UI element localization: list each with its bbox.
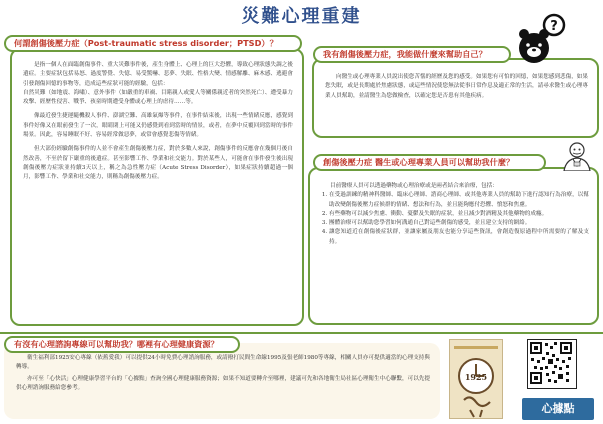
page-title: 災難心理重建	[241, 6, 362, 27]
right-bottom-intro: 目前醫療人員可以透過藥物或心理治療或是兩者結合來治療，包括：	[330, 183, 498, 189]
treatment-item: 3. 團體治療可以幫助您學習如何溝通自己對這些創傷的感受，並且建立支持的網絡。	[329, 219, 589, 228]
right-bottom-heading: 創傷後壓力症 醫生或心理專業人員可以幫助我什麼？	[313, 154, 546, 171]
svg-text:?: ?	[550, 19, 558, 34]
doctor-icon	[556, 141, 598, 171]
bottom-panel	[4, 343, 440, 419]
left-para-examples: 自然災難（如地震、海嘯）、意外事件（如嚴重的車禍、目睹親人或愛人等關係親近者的突然死亡）、遭受暴力攻擊、經歷性侵害、戰爭、孩童時期遭受身體或心理上的虐待……等。	[23, 89, 293, 106]
left-para-definition: 是指一個人在面臨創傷事件、重大災難事件後，產生身體上、心理上的巨大恐懼，導致心理狀態失調之後遺症。主要症狀包括易怒、過度警覺、失憶、易受驚嚇、悲夢、失眠、性格大變、情感解離、麻木感、逃避會引發創傷回憶的事物等，造成這些症狀可能的經驗，包括：	[23, 62, 293, 87]
left-para-acute-stress: 但大部份經驗創傷事件的人並不會產生創傷後壓力症，對於多數人來說，創傷事件的反應會在幾個月後自然改善，不至於留下嚴重的後遺症。甚至影響工作、學業和社交能力。對於某些人，可能會在事件發生後出現創傷後壓力症狀並持續3天以上，稱之為急性壓力症（Acute Stress Disorder），如果症狀持續超過一個月，影響工作、學業和社交能力，則稱為創傷後壓力症。	[23, 146, 293, 181]
qr-code-icon	[528, 340, 574, 386]
section-divider	[0, 332, 603, 334]
right-top-panel	[312, 58, 599, 138]
treatment-item: 2. 有些藥物可以減少焦慮、衝動、憂鬱及失眠的症狀，並且減少對酒精及其他藥物的成癮。	[329, 210, 589, 219]
treatment-item: 1. 在受過訓練的精神科醫師、臨床心理師、諮商心理師、或其他專業人員的幫助下進行認知行為治療，以幫助改變創傷後壓力症候群的情緒、想法和行為，並且能夠應付恐懼、憤怒和焦慮。	[329, 191, 589, 210]
bottom-heading: 有沒有心理諮詢專線可以幫助我？哪裡有心理健康資源？	[4, 336, 240, 353]
qr-label[interactable]: 心據點	[522, 398, 594, 420]
treatment-list	[319, 191, 589, 247]
right-top-heading: 我有創傷後壓力症，我能做什麼來幫助自己？	[313, 46, 511, 63]
qr-code[interactable]	[527, 339, 577, 389]
right-top-para: 向醫生或心理專業人員說出使您苦惱的經歷及您的感受。如果您有可怕的回憶，如果您感到悲傷，如果您失眠，或是長期處於焦慮狀態，或這些情況使您無法從事日常作息及適正常的生活，請尋求醫生或心理專業人員幫助，並請醫生為您做檢查，以確定您是否患有其他疾病。	[325, 74, 588, 99]
hotline-poster	[449, 339, 503, 419]
treatment-item: 4. 讓您知道近在創傷後症狀群，並讓家屬及朋友也能分享這些資訊，會創造復原過程中所需要的了解及支持。	[329, 228, 589, 247]
bottom-para-resources: 亦可至「心快活」心理健康學習平台的「心據點」查詢全國心理健康服務資源；如果不知道要轉介至哪裡，建議可先和各地衛生局社區心理衛生中心聯繫，可以先提供心理諮詢服務給您參考。	[16, 375, 430, 391]
bottom-para-hotline: 衛生福利部1925安心專線（依舊愛我）可以提供24小時免費心理諮詢服務，或請撥打民間生命線1995及張老師1980等專線，相關人員亦可提供適當的心理支持與轉導。	[16, 355, 430, 371]
left-panel	[10, 48, 304, 326]
left-para-recent-events: 像最近發生捷運隨機殺人事件、澎湖空難、高雄氣爆等事件，在事件結束後，出現一些情緒反應，感覺到事件好像又在眼前發生了一次，眼睛閉上可能又仍感覺到看到當時的情景，或者，在夢中反覆回到當時的事件場景。因此，容易睡眠不好、容易經常做惡夢，或常會感覺悲傷等情緒。	[23, 113, 293, 139]
bear-mascot-icon	[510, 12, 566, 68]
poster-number: 1925	[464, 372, 488, 382]
left-heading: 何謂創傷後壓力症（Post-traumatic stress disorder；PTSD）？	[4, 35, 302, 52]
right-bottom-panel	[308, 167, 599, 325]
